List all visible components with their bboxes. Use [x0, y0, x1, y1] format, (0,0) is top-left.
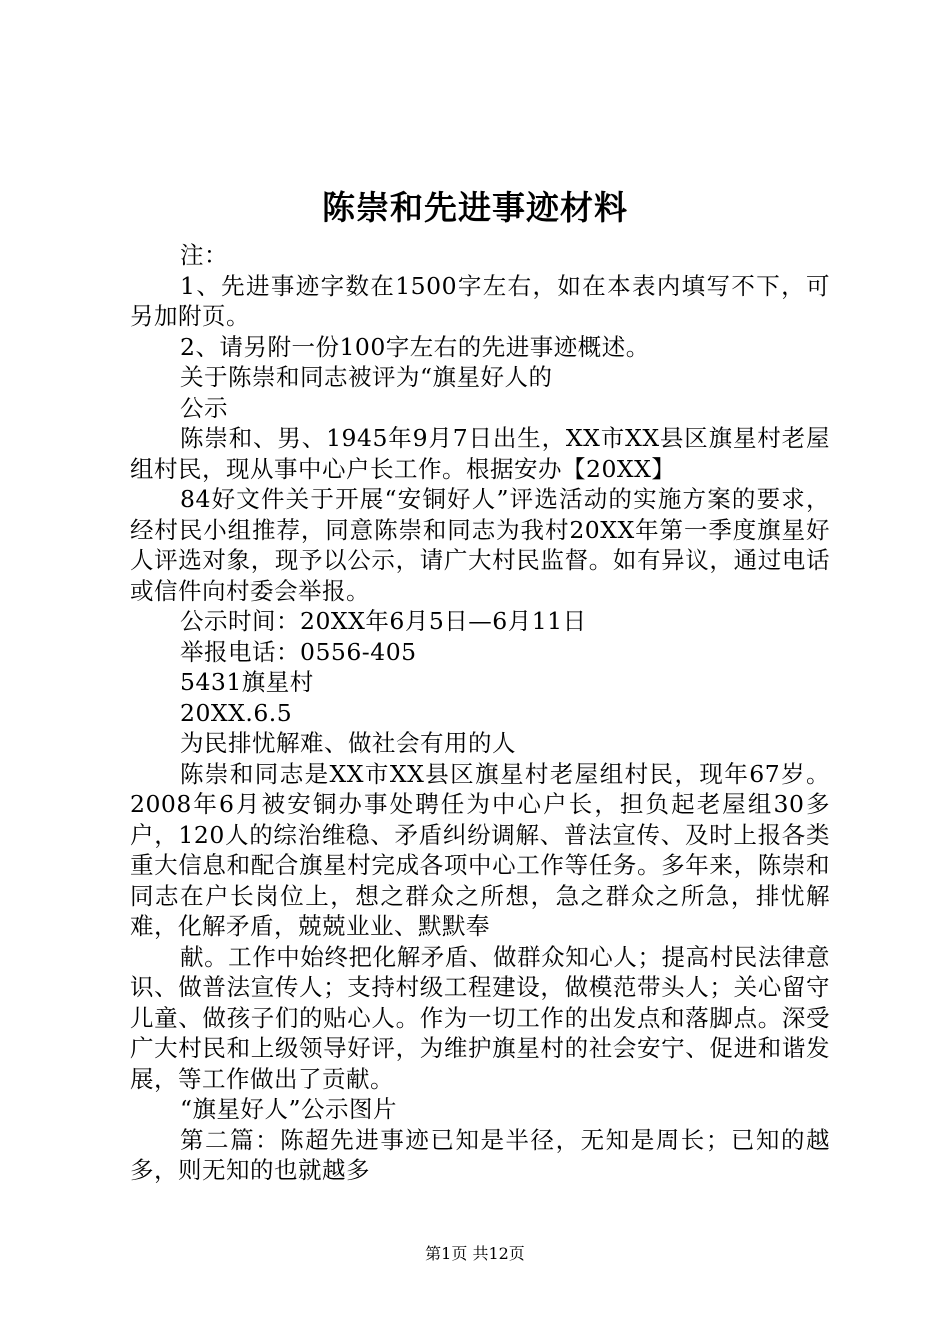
paragraph-story-1: 陈崇和同志是XX市XX县区旗星村老屋组村民，现年67岁。2008年6月被安铜办事处聘任为中心户长，担负起老屋组30多户，120人的综治维稳、矛盾纠纷调解、普法宣传、及时上报各类重大信息和配合旗星村完成各项中心工作等任务。多年来，陈崇和同志在户长岗位上，想之群众之所想，急之群众之所急，排忧解难，化解矛盾，兢兢业业、默默奉	[130, 759, 830, 940]
paragraph-second-article: 第二篇：陈超先进事迹已知是半径，无知是周长；已知的越多，则无知的也就越多	[130, 1125, 830, 1184]
paragraph-profile: 陈崇和、男、1945年9月7日出生，XX市XX县区旗星村老屋组村民，现从事中心户长工作。根据安办【20XX】	[130, 424, 830, 483]
paragraph-note-label: 注：	[180, 241, 228, 269]
paragraph-phone-village: 5431旗星村	[180, 668, 314, 696]
document-body	[130, 240, 830, 1186]
paragraph-notice-body: 84好文件关于开展“安铜好人”评选活动的实施方案的要求，经村民小组推荐，同意陈崇和同志为我村20XX年第一季度旗星好人评选对象，现予以公示，请广大村民监督。如有异议，通过电话或信件向村委会举报。	[130, 485, 830, 605]
page-footer: 第1页 共12页	[425, 1244, 525, 1263]
paragraph-image-caption: “旗星好人”公示图片	[180, 1095, 398, 1123]
paragraph-section-heading: 为民排忧解难、做社会有用的人	[180, 729, 516, 757]
paragraph-notice-label: 公示	[180, 393, 228, 422]
paragraph-note-2: 2、请另附一份100字左右的先进事迹概述。	[180, 332, 650, 361]
paragraph-date: 20XX.6.5	[180, 698, 293, 727]
paragraph-story-2: 献。工作中始终把化解矛盾、做群众知心人；提高村民法律意识、做普法宣传人；支持村级工程建设，做模范带头人；关心留守儿童、做孩子们的贴心人。作为一切工作的出发点和落脚点。深受广大村民和上级领导好评，为维护旗星村的社会安宁、促进和谐发展，等工作做出了贡献。	[130, 942, 830, 1093]
paragraph-report-phone: 举报电话：0556-405	[180, 637, 417, 666]
paragraph-notice-heading: 关于陈崇和同志被评为“旗星好人的	[180, 363, 553, 391]
document-title: 陈崇和先进事迹材料	[322, 188, 628, 227]
paragraph-notice-period: 公示时间：20XX年6月5日—6月11日	[180, 607, 587, 635]
paragraph-note-1: 1、先进事迹字数在1500字左右，如在本表内填写不下，可另加附页。	[130, 271, 830, 330]
